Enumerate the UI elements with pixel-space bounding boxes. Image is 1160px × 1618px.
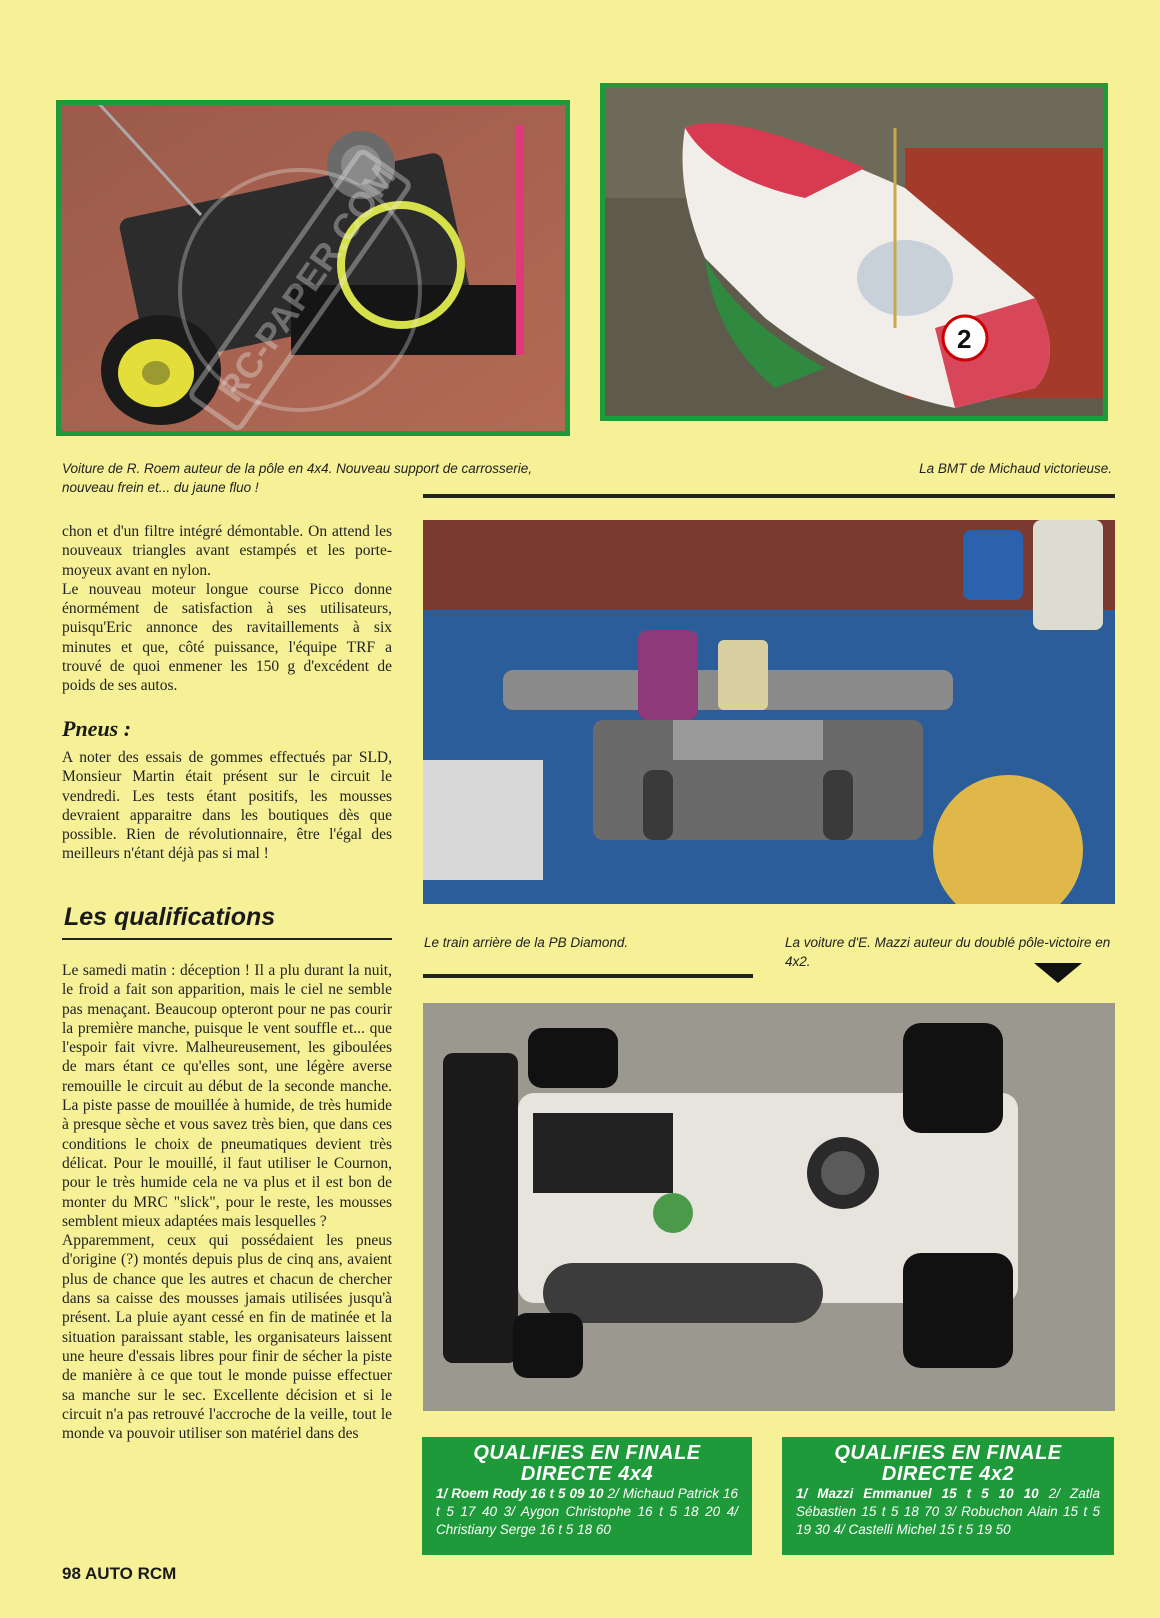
qualifies-box-4x4 xyxy=(422,1437,752,1555)
magazine-name: AUTO RCM xyxy=(85,1564,177,1583)
caption-bmt: La BMT de Michaud victorieuse. xyxy=(919,461,1112,476)
section-title-underline xyxy=(62,938,392,940)
article-intro xyxy=(62,522,392,696)
photo-bmt-michaud-image xyxy=(605,88,1103,416)
caption-pb-diamond: Le train arrière de la PB Diamond. xyxy=(424,935,629,950)
page-number: 98 xyxy=(62,1564,81,1583)
qualifies-title-4x2: QUALIFIES EN FINALE DIRECTE 4x2 xyxy=(834,1442,1062,1485)
divider-rule-top xyxy=(423,494,1115,498)
qualifies-box-4x2 xyxy=(782,1437,1114,1555)
caption-roem: Voiture de R. Roem auteur de la pôle en 4x4. Nouveau support de carrosserie, nouveau frein et... du jaune fluo ! xyxy=(62,461,533,495)
section-title-qualifications: Les qualifications xyxy=(64,903,276,931)
photo-mazzi-4x2-image xyxy=(423,1003,1115,1411)
qualifies-list-4x2 xyxy=(796,1485,1100,1539)
arrow-down-icon xyxy=(1034,963,1082,983)
watermark-text: RC-PAPER.COM xyxy=(209,156,404,410)
article-intro-paragraph-2: Le nouveau moteur longue course Picco donne énormément de satisfaction à ses utilisateurs, puisqu'Eric annonce des ravitaillements à six minutes et que, côté puissance, l'équipe TRF a trouvé de quoi enmener les 150 g d'excédent de poids de ses autos. xyxy=(62,580,392,695)
divider-rule-mid xyxy=(423,974,753,978)
qualifies-first-4x2: 1/ Mazzi Emmanuel 15 t 5 10 10 xyxy=(796,1486,1039,1501)
qualifies-rest-4x2: 2/ Zatla Sébastien 15 t 5 18 70 3/ Robuchon Alain 15 t 5 19 30 4/ Castelli Michel 15 t 5 19 50 xyxy=(796,1486,1101,1537)
qualifications-paragraph-1: Le samedi matin : déception ! Il a plu durant la nuit, le froid a fait son apparition, mais le ciel ne semble pas menaçant. Beaucoup opteront pour ne pas courir la première manche, puisque le vent souffle et... que l'espoir fait vivre. Malheureusement, les giboulées de mars étant ce qu'elles sont, une légère averse remouille le circuit au début de la seconde manche. La piste passe de mouillée à humide, de très humide à presque sèche et vous savez très bien, que dans ces conditions le choix de pneumatiques devient très délicat. Pour le mouillé, il faut utiliser le Cournon, pour le très humide cela ne va plus et il est bon de monter du MRC "slick", pour le reste, les mousses semblent mieux adaptées mais lesquelles ? xyxy=(62,962,392,1230)
caption-mazzi: La voiture d'E. Mazzi auteur du doublé pôle-victoire en 4x2. xyxy=(785,935,1111,969)
car-number: 2 xyxy=(957,324,972,354)
pneus-paragraph: A noter des essais de gommes effectués par SLD, Monsieur Martin était présent sur le circuit le vendredi. Les tests étant positifs, les mousses devraient apparaitre dans les boutiques dès que possible. Rien de révolutionnaire, être l'égal des meilleurs n'étant déjà pas si mal ! xyxy=(62,749,392,863)
page-footer xyxy=(62,1564,176,1584)
watermark-stamp xyxy=(110,100,490,480)
photo-pb-diamond-image xyxy=(423,520,1115,904)
qualifies-rest-4x4: 2/ Michaud Patrick 16 t 5 17 40 3/ Aygon Christophe 16 t 5 18 20 4/ Christiany Serge 16 t 5 18 60 xyxy=(436,1486,738,1537)
pneus-heading: Pneus : xyxy=(62,716,132,741)
photo-mazzi-4x2 xyxy=(423,1003,1115,1411)
qualifications-paragraph-2: Apparemment, ceux qui possédaient les pneus d'origine (?) montés depuis plus de cinq ans, avaient plus de chance que les autres et chacun de chercher dans sa caisse des mousses jamais utilisées jusqu'à présent. La pluie ayant cessé en fin de matinée et la situation paraissant stable, les organisateurs laissent une heure d'essais libres pour finir de sécher la piste de manière à ce que tout le monde puisse effectuer sa manche sur le sec. Excellente décision et si le circuit n'a pas retrouvé l'accroche de la veille, tout le monde va pouvoir utiliser son matériel dans des xyxy=(62,1232,392,1443)
qualifications-body xyxy=(62,961,392,1443)
photo-pb-diamond xyxy=(423,520,1115,904)
qualifies-title-4x4: QUALIFIES EN FINALE DIRECTE 4x4 xyxy=(473,1442,701,1485)
qualifies-list-4x4 xyxy=(436,1485,738,1539)
photo-bmt-michaud xyxy=(600,83,1108,421)
qualifies-first-4x4: 1/ Roem Rody 16 t 5 09 10 xyxy=(436,1486,604,1501)
article-intro-paragraph-1: chon et d'un filtre intégré démontable. On attend les nouveaux triangles avant estampés et les porte-moyeux avant en nylon. xyxy=(62,523,392,579)
